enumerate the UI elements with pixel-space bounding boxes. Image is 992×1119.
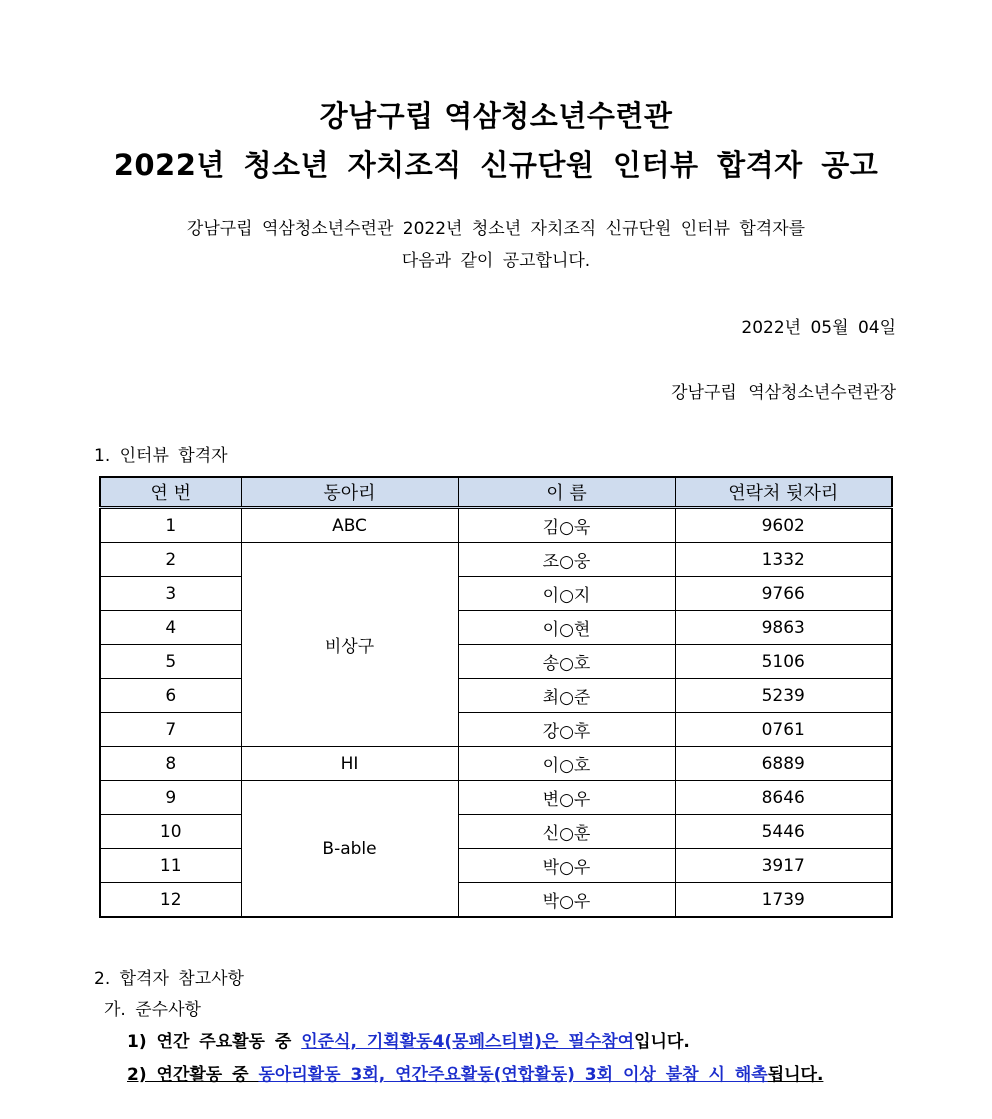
- header-no: 연 번: [100, 477, 241, 508]
- cell-phone: 8646: [675, 781, 892, 815]
- subsection-a-heading: 가. 준수사항: [104, 1000, 201, 1020]
- table-header-row: [100, 477, 892, 508]
- cell-phone: 5446: [675, 815, 892, 849]
- rule-2-highlight: 동아리활동 3회, 연간주요활동(연합활동) 3회 이상 불참 시 해촉: [258, 1065, 768, 1085]
- table-row: [100, 508, 892, 543]
- table-row: [100, 645, 892, 679]
- table-row: [100, 883, 892, 918]
- cell-name: 송○호: [458, 645, 675, 679]
- intro-line-2: 다음과 같이 공고합니다.: [401, 251, 591, 271]
- cell-club: ABC: [241, 508, 458, 543]
- cell-club: B-able: [241, 781, 458, 918]
- cell-no: 7: [100, 713, 241, 747]
- table-row: [100, 577, 892, 611]
- table-row: [100, 543, 892, 577]
- rule-2-prefix: 2) 연간활동 중: [127, 1065, 259, 1085]
- rule-1-suffix: 입니다.: [634, 1032, 690, 1052]
- cell-name: 박○우: [458, 849, 675, 883]
- table-row: [100, 611, 892, 645]
- cell-phone: 1739: [675, 883, 892, 918]
- cell-phone: 9863: [675, 611, 892, 645]
- cell-phone: 5239: [675, 679, 892, 713]
- cell-name: 신○훈: [458, 815, 675, 849]
- signer: 강남구립 역삼청소년수련관장: [671, 383, 896, 403]
- cell-club: HI: [241, 747, 458, 781]
- rule-1-prefix: 1) 연간 주요활동 중: [127, 1032, 302, 1052]
- cell-phone: 5106: [675, 645, 892, 679]
- rule-1: [127, 1027, 690, 1052]
- section-1-heading: 1. 인터뷰 합격자: [94, 446, 228, 466]
- cell-no: 12: [100, 883, 241, 918]
- cell-no: 2: [100, 543, 241, 577]
- table-row: [100, 815, 892, 849]
- cell-name: 조○웅: [458, 543, 675, 577]
- cell-no: 8: [100, 747, 241, 781]
- cell-phone: 9766: [675, 577, 892, 611]
- table-row: [100, 747, 892, 781]
- cell-name: 변○우: [458, 781, 675, 815]
- cell-club: 비상구: [241, 543, 458, 747]
- rule-2: [127, 1060, 823, 1085]
- cell-name: 이○호: [458, 747, 675, 781]
- page-title: 강남구립 역삼청소년수련관: [319, 99, 673, 133]
- rule-1-highlight: 인준식, 기획활동4(몽페스티벌)은 필수참여: [301, 1032, 635, 1052]
- cell-no: 1: [100, 508, 241, 543]
- cell-no: 10: [100, 815, 241, 849]
- table-row: [100, 679, 892, 713]
- intro-text: [0, 213, 992, 277]
- cell-name: 최○준: [458, 679, 675, 713]
- cell-no: 4: [100, 611, 241, 645]
- cell-phone: 1332: [675, 543, 892, 577]
- table-row: [100, 781, 892, 815]
- cell-no: 11: [100, 849, 241, 883]
- rule-2-suffix: 됩니다.: [767, 1065, 824, 1085]
- passer-table: [99, 476, 893, 918]
- header-phone: 연락처 뒷자리: [675, 477, 892, 508]
- announcement-date: 2022년 05월 04일: [741, 318, 896, 338]
- cell-name: 강○후: [458, 713, 675, 747]
- table-row: [100, 713, 892, 747]
- header-name: 이 름: [458, 477, 675, 508]
- cell-no: 6: [100, 679, 241, 713]
- cell-no: 9: [100, 781, 241, 815]
- page-subtitle: 2022년 청소년 자치조직 신규단원 인터뷰 합격자 공고: [113, 148, 879, 182]
- cell-name: 이○현: [458, 611, 675, 645]
- table-row: [100, 849, 892, 883]
- cell-name: 김○욱: [458, 508, 675, 543]
- cell-phone: 0761: [675, 713, 892, 747]
- cell-name: 박○우: [458, 883, 675, 918]
- cell-phone: 3917: [675, 849, 892, 883]
- cell-name: 이○지: [458, 577, 675, 611]
- header-club: 동아리: [241, 477, 458, 508]
- cell-phone: 6889: [675, 747, 892, 781]
- cell-phone: 9602: [675, 508, 892, 543]
- section-2-heading: 2. 합격자 참고사항: [94, 969, 244, 989]
- cell-no: 3: [100, 577, 241, 611]
- intro-line-1: 강남구립 역삼청소년수련관 2022년 청소년 자치조직 신규단원 인터뷰 합격자를: [186, 219, 806, 239]
- cell-no: 5: [100, 645, 241, 679]
